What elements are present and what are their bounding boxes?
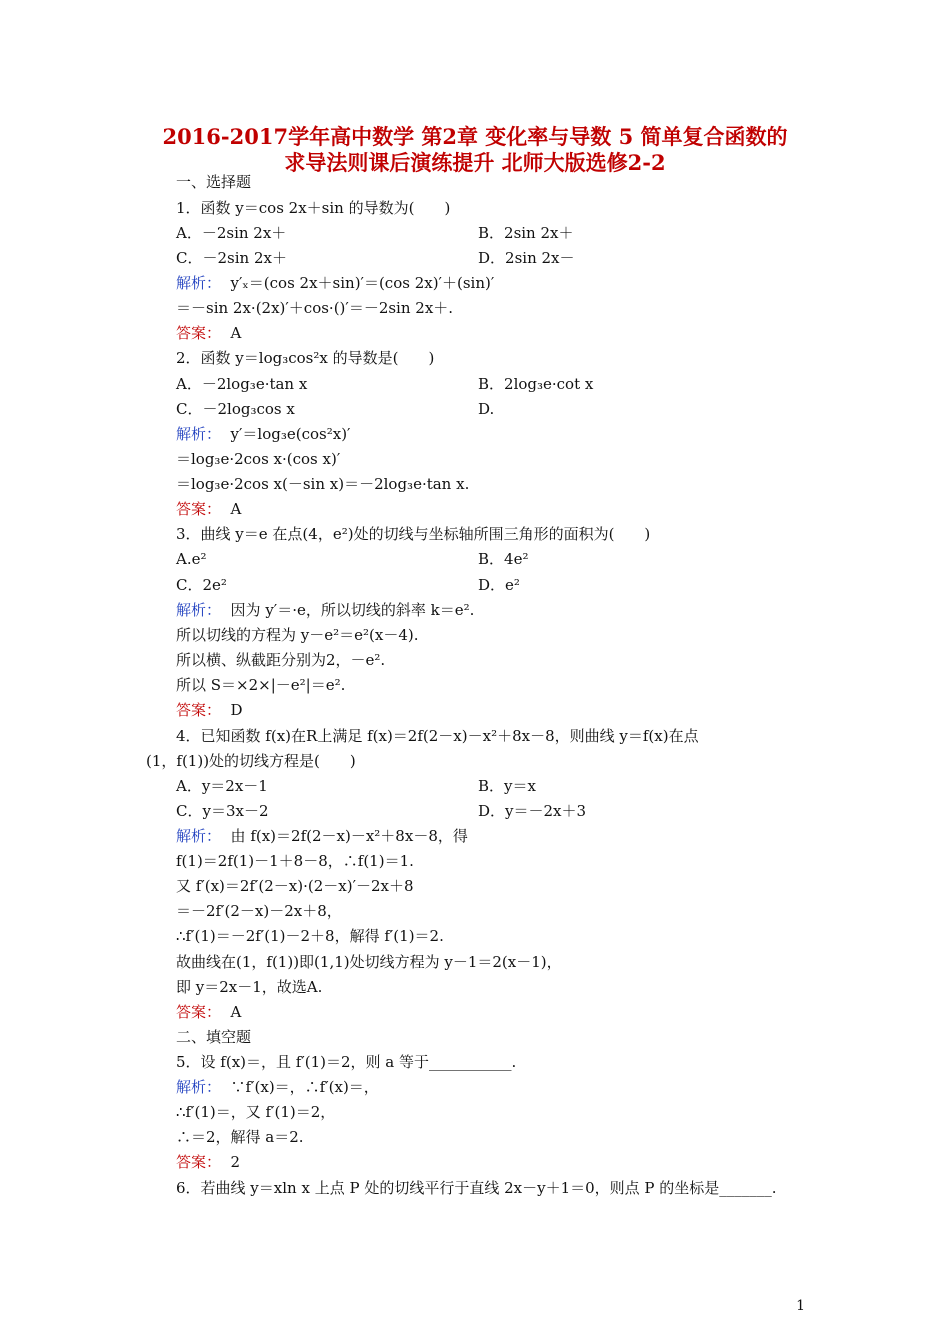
answer-label: 答案：	[176, 1003, 222, 1021]
q4-analysis-line7: 即 y＝2x－1，故选A.	[176, 978, 323, 996]
q1-option-a: A．－2sin 2x＋	[176, 224, 287, 242]
q2-option-d: D.	[478, 400, 495, 418]
q4-analysis-line5: ∴f′(1)＝－2f′(1)－2＋8，解得 f′(1)＝2.	[176, 927, 444, 945]
document-title-line1: 2016-2017学年高中数学 第2章 变化率与导数 5 简单复合函数的	[162, 124, 788, 149]
q4-option-c: C．y＝3x－2	[176, 802, 269, 820]
answer-value: A	[221, 1003, 242, 1021]
analysis-text: ∵f′(x)＝，∴f′(x)＝，	[221, 1078, 379, 1096]
q5-analysis-line1	[176, 1077, 379, 1097]
answer-value: D	[221, 701, 243, 719]
q5-answer	[176, 1152, 240, 1172]
answer-value: A	[221, 500, 242, 518]
analysis-label: 解析：	[176, 425, 222, 443]
q2-option-c: C．－2log₃cos x	[176, 400, 295, 418]
q1-option-b: B．2sin 2x＋	[478, 224, 574, 242]
answer-label: 答案：	[176, 500, 222, 518]
q3-answer	[176, 700, 243, 720]
q3-analysis-line1	[176, 600, 474, 620]
answer-value: A	[221, 324, 242, 342]
q4-answer	[176, 1002, 241, 1022]
q2-answer	[176, 499, 241, 519]
q2-analysis-line1	[176, 424, 350, 444]
q4-option-b: B．y＝x	[478, 777, 536, 795]
q3-analysis-line2: 所以切线的方程为 y－e²＝e²(x－4).	[176, 626, 419, 644]
q3-analysis-line4: 所以 S＝×2×|－e²|＝e².	[176, 676, 346, 694]
q4-analysis-line1	[176, 826, 468, 846]
analysis-label: 解析：	[176, 274, 222, 292]
q4-analysis-line6: 故曲线在(1，f(1))即(1,1)处切线方程为 y－1＝2(x－1)，	[176, 953, 562, 971]
q1-option-c: C．－2sin 2x＋	[176, 249, 287, 267]
q2-analysis-line2: ＝log₃e·2cos x·(cos x)′	[176, 450, 341, 468]
analysis-text: y′＝log₃e(cos²x)′	[221, 425, 351, 443]
q2-stem: 2．函数 y＝log₃cos²x 的导数是( )	[176, 349, 435, 367]
q4-stem-line1: 4．已知函数 f(x)在R上满足 f(x)＝2f(2－x)－x²＋8x－8，则曲线 y＝f(x)在点	[176, 727, 699, 745]
q3-stem: 3．曲线 y＝e 在点(4，e²)处的切线与坐标轴所围三角形的面积为( )	[176, 525, 651, 543]
analysis-label: 解析：	[176, 1078, 222, 1096]
q5-stem: 5．设 f(x)＝，且 f′(1)＝2，则 a 等于___________.	[176, 1053, 517, 1071]
analysis-text: 由 f(x)＝2f(2－x)－x²＋8x－8，得	[221, 827, 468, 845]
analysis-label: 解析：	[176, 601, 222, 619]
analysis-text: y′ₓ＝(cos 2x＋sin)′＝(cos 2x)′＋(sin)′	[221, 274, 495, 292]
q4-option-d: D．y＝－2x＋3	[478, 802, 587, 820]
q3-option-b: B．4e²	[478, 550, 529, 568]
section-heading-fill-blank: 二、填空题	[176, 1028, 252, 1046]
q6-stem: 6．若曲线 y＝xln x 上点 P 处的切线平行于直线 2x－y＋1＝0，则点 P 的坐标是_______.	[176, 1179, 777, 1197]
section-heading-choice: 一、选择题	[176, 173, 252, 191]
q2-option-a: A．－2log₃e·tan x	[176, 375, 308, 393]
analysis-label: 解析：	[176, 827, 222, 845]
q3-option-c: C．2e²	[176, 576, 227, 594]
answer-label: 答案：	[176, 324, 222, 342]
q2-analysis-line3: ＝log₃e·2cos x(－sin x)＝－2log₃e·tan x.	[176, 475, 470, 493]
q1-analysis-line2: ＝－sin 2x·(2x)′＋cos·()′＝－2sin 2x＋.	[176, 299, 454, 317]
q5-analysis-line2: ∴f′(1)＝，又 f′(1)＝2，	[176, 1103, 336, 1121]
q5-analysis-line3: ∴＝2，解得 a＝2.	[176, 1128, 304, 1146]
q3-option-d: D．e²	[478, 576, 520, 594]
q4-analysis-line3: 又 f′(x)＝2f′(2－x)·(2－x)′－2x＋8	[176, 877, 414, 895]
answer-label: 答案：	[176, 701, 222, 719]
q3-analysis-line3: 所以横、纵截距分别为2，－e².	[176, 651, 386, 669]
q3-option-a: A.e²	[176, 550, 207, 568]
q1-option-d: D．2sin 2x－	[478, 249, 575, 267]
answer-label: 答案：	[176, 1153, 222, 1171]
q1-analysis-line1	[176, 273, 494, 293]
q4-analysis-line4: ＝－2f′(2－x)－2x＋8，	[176, 902, 342, 920]
answer-value: 2	[221, 1153, 241, 1171]
q4-stem-line2: (1，f(1))处的切线方程是( )	[146, 752, 356, 770]
q1-stem: 1．函数 y＝cos 2x＋sin 的导数为( )	[176, 199, 451, 217]
analysis-text: 因为 y′＝·e，所以切线的斜率 k＝e².	[221, 601, 475, 619]
q1-answer	[176, 323, 241, 343]
page-number: 1	[796, 1298, 805, 1314]
q4-analysis-line2: f(1)＝2f(1)－1＋8－8，∴f(1)＝1.	[176, 852, 414, 870]
q2-option-b: B．2log₃e·cot x	[478, 375, 594, 393]
document-title-line2: 求导法则课后演练提升 北师大版选修2-2	[284, 150, 666, 175]
q4-option-a: A．y＝2x－1	[176, 777, 268, 795]
